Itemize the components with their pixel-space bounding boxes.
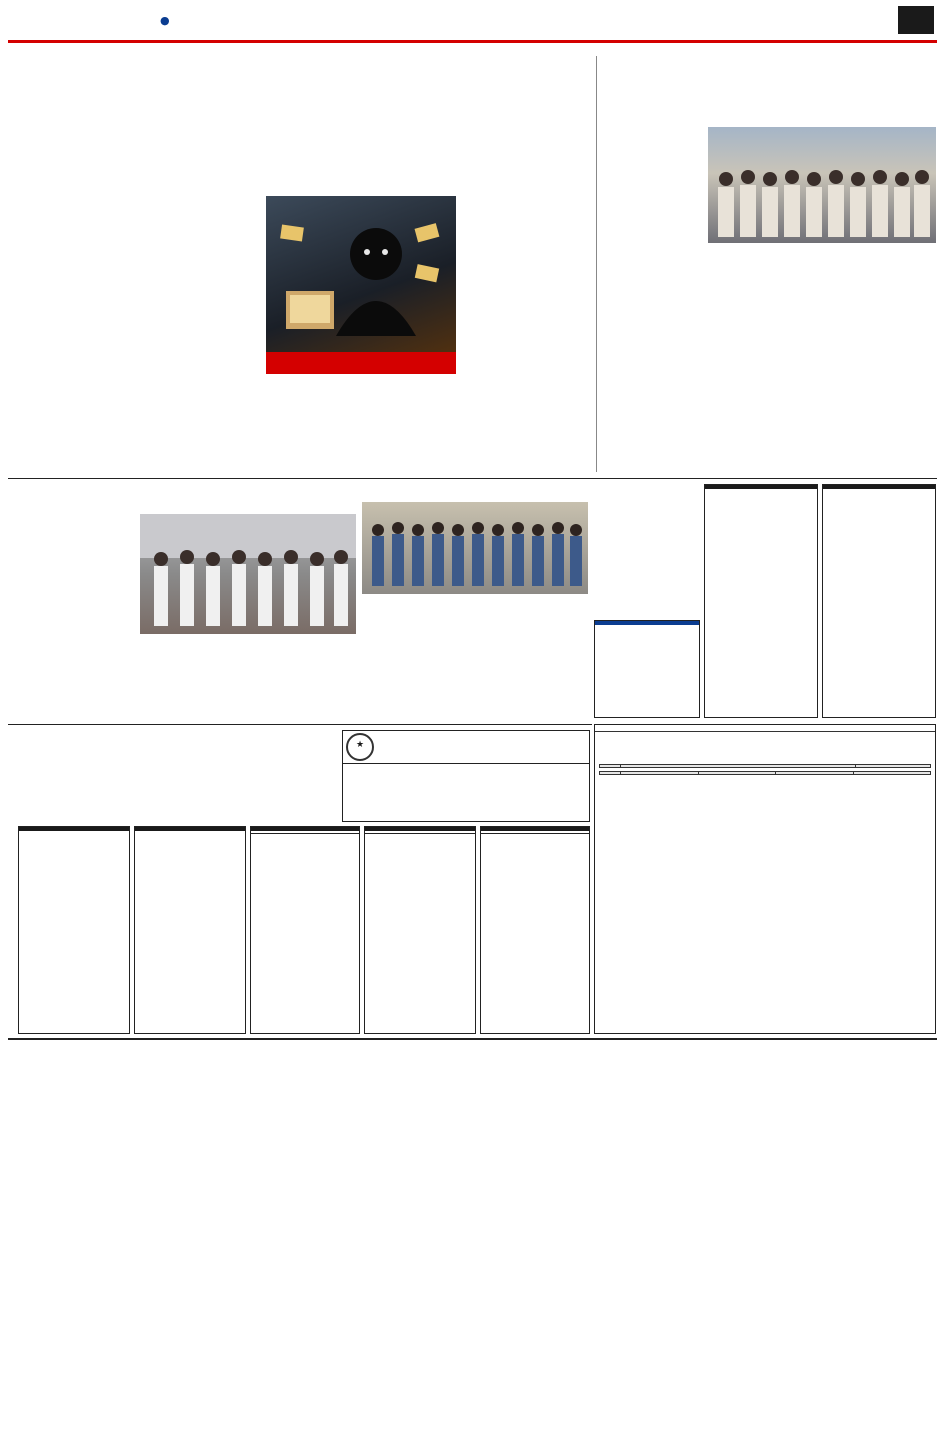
jee-col-1 <box>362 612 472 718</box>
ramp-col-2 <box>140 638 246 718</box>
cartridge-col-1 <box>18 756 124 822</box>
children-stage-icon <box>140 514 356 634</box>
cartridge-col-3 <box>238 756 338 822</box>
ramp-col-3 <box>250 638 356 718</box>
ramp-event-photo <box>140 514 356 634</box>
notice-top-right-2 <box>822 484 936 718</box>
crypto-col-1 <box>266 378 359 478</box>
physics-students-photo <box>708 127 936 243</box>
jee-students-photo <box>362 502 588 594</box>
notice-mid-4 <box>364 826 476 1034</box>
lead-col-2 <box>194 196 262 478</box>
notice-mid-5 <box>480 826 590 1034</box>
masthead <box>0 0 945 48</box>
physics-col-3 <box>824 246 936 472</box>
brand-logo <box>12 8 162 34</box>
notice-mid-1 <box>18 826 130 1034</box>
hacker-illustration-icon <box>266 196 456 352</box>
cartridge-col-2 <box>128 756 234 822</box>
social-body <box>594 520 700 616</box>
physics-col-1 <box>604 164 704 472</box>
group-photo-icon <box>708 127 936 243</box>
physics-col-2 <box>708 246 820 472</box>
page-number <box>898 6 934 34</box>
masthead-rule <box>8 40 937 43</box>
lead-col-1 <box>18 222 190 478</box>
section-rule-3 <box>8 1038 937 1040</box>
jail-notice <box>594 724 936 1034</box>
lead-divider <box>596 56 597 472</box>
fci-notice <box>342 730 590 822</box>
notice-mid-2 <box>134 826 246 1034</box>
jail-body <box>595 736 935 764</box>
crypto-col-2 <box>363 378 456 478</box>
ramp-col-1 <box>18 548 136 718</box>
crypto-caption <box>266 352 456 374</box>
name-change-notice <box>594 620 700 718</box>
notice-mid-3 <box>250 826 360 1034</box>
fci-logo-icon: ★ <box>346 733 374 761</box>
credit-card-col <box>462 238 588 478</box>
globe-icon: ● <box>160 14 170 27</box>
notice-top-right-1 <box>704 484 818 718</box>
fci-body <box>343 766 589 796</box>
section-rule-1 <box>8 478 937 479</box>
class-group-icon <box>362 502 588 594</box>
section-rule-2 <box>8 724 592 725</box>
jee-col-2 <box>476 612 588 718</box>
cyber-fraud-illustration <box>266 196 456 352</box>
website-link[interactable] <box>160 14 170 27</box>
